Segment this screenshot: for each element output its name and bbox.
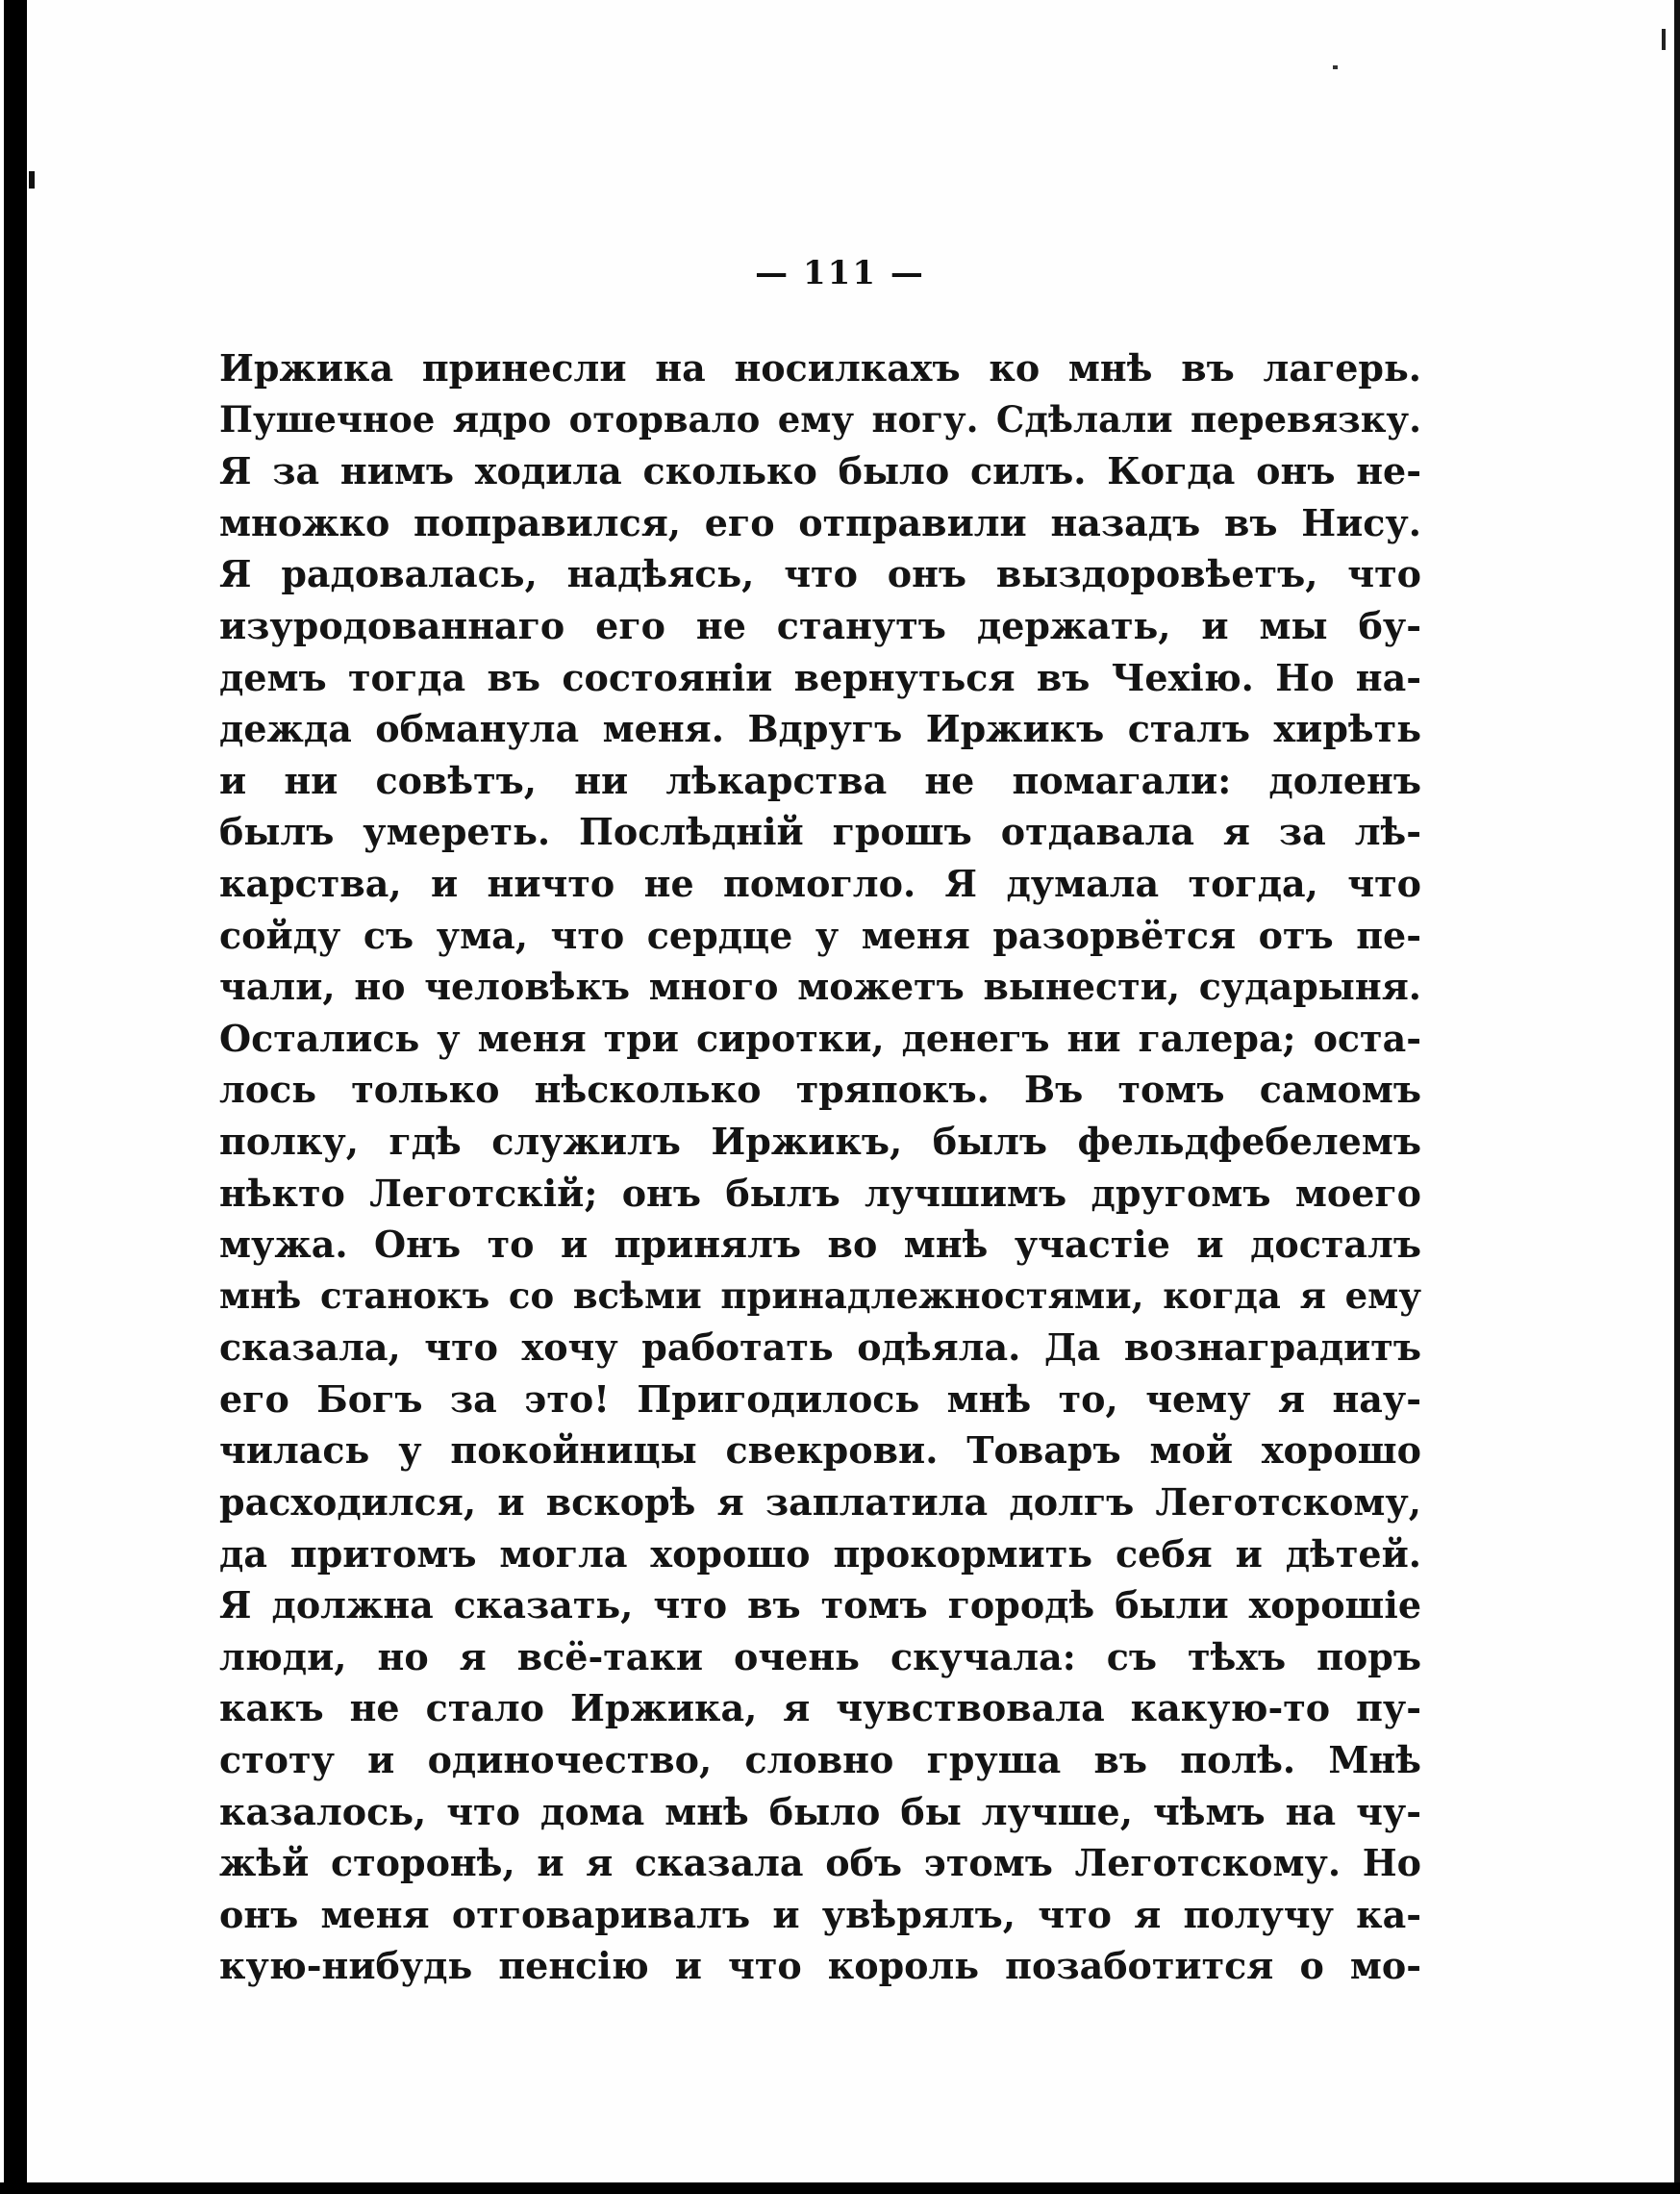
text-line: изуродованнаго его не станутъ держать, и мы бу-: [219, 603, 1421, 647]
text-line: карства, и ничто не помогло. Я думала тогда, что: [219, 861, 1421, 905]
text-line: онъ меня отговаривалъ и увѣрялъ, что я получу ка-: [219, 1892, 1421, 1936]
text-line: сказала, что хочу работать одѣяла. Да вознаградитъ: [219, 1325, 1421, 1370]
text-line: жѣй сторонѣ, и я сказала объ этомъ Леготскому. Но: [219, 1841, 1421, 1885]
text-line: Я радовалась, надѣясь, что онъ выздоровѣетъ, что: [219, 552, 1421, 596]
text-line: мужа. Онъ то и принялъ во мнѣ участіе и досталъ: [219, 1223, 1421, 1267]
text-line: демъ тогда въ состояніи вернуться въ Чехію. Но на-: [219, 655, 1421, 699]
text-line: стоту и одиночество, словно груша въ полѣ. Мнѣ: [219, 1738, 1421, 1782]
text-line: какъ не стало Иржика, я чувствовала какую-то пу-: [219, 1686, 1421, 1730]
text-line: нѣкто Леготскій; онъ былъ лучшимъ другомъ моего: [219, 1171, 1421, 1215]
scan-speck: [29, 171, 35, 189]
text-line: дежда обманула меня. Вдругъ Иржикъ сталъ хирѣть: [219, 707, 1421, 751]
text-line: чилась у покойницы свекрови. Товаръ мой хорошо: [219, 1428, 1421, 1473]
text-line: казалось, что дома мнѣ было бы лучше, чѣмъ на чу-: [219, 1789, 1421, 1833]
text-line: и ни совѣтъ, ни лѣкарства не помагали: доленъ: [219, 758, 1421, 802]
text-line: Я за нимъ ходила сколько было силъ. Когда онъ не-: [219, 449, 1421, 493]
body-text: [219, 342, 1421, 1992]
text-line: чали, но человѣкъ много можетъ вынести, сударыня.: [219, 965, 1421, 1009]
text-line: былъ умереть. Послѣдній грошъ отдавала я за лѣ-: [219, 810, 1421, 854]
page-number: — 111 —: [755, 254, 925, 292]
text-line: полку, гдѣ служилъ Иржикъ, былъ фельдфебелемъ: [219, 1119, 1421, 1163]
text-line: сойду съ ума, что сердце у меня разорвётся отъ пе-: [219, 913, 1421, 957]
scan-right-border: [1674, 0, 1680, 2194]
scan-bottom-border: [0, 2182, 1680, 2194]
text-line: Остались у меня три сиротки, денегъ ни галера; оста-: [219, 1016, 1421, 1060]
text-line: люди, но я всё-таки очень скучала: съ тѣхъ поръ: [219, 1634, 1421, 1678]
text-line: его Богъ за это! Пригодилось мнѣ то, чему я нау-: [219, 1376, 1421, 1421]
scan-left-border: [4, 0, 27, 2194]
text-line: Иржика принесли на носилкахъ ко мнѣ въ лагерь.: [219, 346, 1421, 390]
text-line: да притомъ могла хорошо прокормить себя и дѣтей.: [219, 1531, 1421, 1576]
text-line: множко поправился, его отправили назадъ въ Нису.: [219, 500, 1421, 544]
text-line: Пушечное ядро оторвало ему ногу. Сдѣлали перевязку.: [219, 397, 1421, 441]
text-line: лось только нѣсколько тряпокъ. Въ томъ самомъ: [219, 1068, 1421, 1112]
text-line: мнѣ станокъ со всѣми принадлежностями, когда я ему: [219, 1274, 1421, 1317]
text-line: расходился, и вскорѣ я заплатила долгъ Леготскому,: [219, 1480, 1421, 1525]
scan-speck: [1333, 65, 1338, 69]
text-line: кую-нибудь пенсію и что король позаботится о мо-: [219, 1944, 1421, 1988]
scan-speck: [1662, 29, 1666, 50]
text-line: Я должна сказать, что въ томъ городѣ были хорошіе: [219, 1583, 1421, 1627]
